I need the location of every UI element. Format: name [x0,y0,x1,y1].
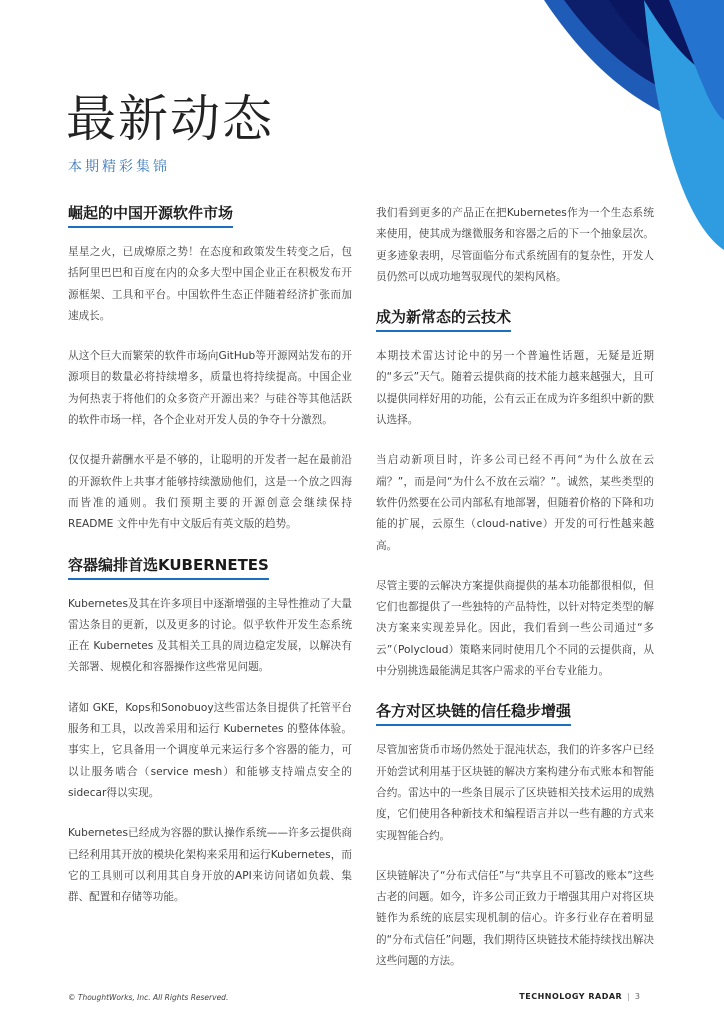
body-paragraph: Kubernetes已经成为容器的默认操作系统——许多云提供商已经利用其开放的模块化架构来采用和运行Kubernetes，而它的工具则可以利用其自身开放的API来访问诸如负载、集群、配置和存储等功能。 [68,827,352,904]
body-paragraph: Kubernetes及其在许多项目中逐渐增强的主导性推动了大量雷达条目的更新，以及更多的讨论。似乎软件开发生态系统正在 Kubernetes 及其相关工具的周边稳定发展，以解决有关部署、规模化和容器操作这些常见问题。 [68,597,352,674]
body-paragraph: 诸如 GKE，Kops和Sonobuoy这些雷达条目提供了托管平台服务和工具，以改善采用和运行 Kubernetes 的整体体验。事实上，它具备用一个调度单元来运行多个容器的能力，可以让服务啮合（service mesh）和能够支持端点安全的sidecar得以实现。 [68,701,352,799]
article-section [68,203,352,536]
article-section [68,555,352,909]
brand-name: TECHNOLOGY RADAR [519,992,623,1001]
page-subtitle: 本期精彩集锦 [68,159,170,175]
page-number: 3 [634,992,640,1001]
section-heading: 崛起的中国开源软件市场 [68,204,233,228]
footer-separator: | [627,992,630,1001]
copyright-text: © ThoughtWorks, Inc. All Rights Reserved. [68,993,229,1002]
section-heading: 成为新常态的云技术 [376,308,511,332]
body-paragraph: 区块链解决了“分布式信任”与“共享且不可篡改的账本”这些古老的问题。如今，许多公司正致力于增强其用户对将区块链作为系统的底层实现机制的信心。许多行业存在着明显的“分布式信任”问题，我们期待区块链技术能持续找出解决这些问题的方法。 [376,869,654,968]
section-heading: 容器编排首选KUBERNETES [68,556,269,580]
left-column [68,203,352,927]
body-paragraph: 从这个巨大而繁荣的软件市场向GitHub等开源网站发布的开源项目的数量必将持续增多，质量也将持续提高。中国企业为何热衷于将他们的众多资产开源出来？与硅谷等其他活跃的软件市场一样，各个企业对开发人员的争夺十分激烈。 [68,350,352,427]
footer-brand [519,992,640,1001]
body-paragraph: 尽管主要的云解决方案提供商提供的基本功能都很相似，但它们也都提供了一些独特的产品特性，以针对特定类型的解决方案来实现差异化。因此，我们看到一些公司通过“多云”（Polycloud）策略来同时使用几个不同的云提供商，从中分别挑选最能满足其客户需求的平台专业能力。 [376,579,654,678]
body-paragraph: 仅仅提升薪酬水平是不够的，让聪明的开发者一起在最前沿的开源软件上共事才能够持续激励他们，这是一个放之四海而皆准的通则。我们预期主要的开源创意会继续保持README 文件中先有中文版后有英文版的趋势。 [68,454,352,531]
article-section [376,307,654,682]
right-column [376,203,654,991]
section-heading: 各方对区块链的信任稳步增强 [376,702,571,726]
article-section [376,203,654,288]
body-paragraph: 星星之火，已成燎原之势！在态度和政策发生转变之后，包括阿里巴巴和百度在内的众多大型中国企业正在积极发布开源框架、工具和平台。中国软件生态正伴随着经济扩张而加速成长。 [68,246,352,322]
body-paragraph: 本期技术雷达讨论中的另一个普遍性话题，无疑是近期的“多云”天气。随着云提供商的技术能力越来越强大，且可以提供同样好用的功能，公有云正在成为许多组织中新的默认选择。 [376,350,654,427]
page-title: 最新动态 [66,90,274,148]
body-paragraph: 当启动新项目时，许多公司已经不再问“为什么放在云端？”，而是问“为什么不放在云端？”。诚然，某些类型的软件仍然要在公司内部私有地部署，但随着价格的下降和功能的扩展，云原生（cloud-native）开发的可行性越来越高。 [376,454,654,552]
body-paragraph: 尽管加密货币市场仍然处于混沌状态，我们的许多客户已经开始尝试利用基于区块链的解决方案构建分布式账本和智能合约。雷达中的一些条目展示了区块链相关技术运用的成熟度，它们使用各种新技术和编程语言并以一些有趣的方式来实现智能合约。 [376,744,654,842]
article-section [376,701,654,972]
body-paragraph: 我们看到更多的产品正在把Kubernetes作为一个生态系统来使用，使其成为继微服务和容器之后的下一个抽象层次。更多迹象表明，尽管面临分布式系统固有的复杂性，开发人员仍然可以成功地驾驭现代的架构风格。 [376,207,654,283]
